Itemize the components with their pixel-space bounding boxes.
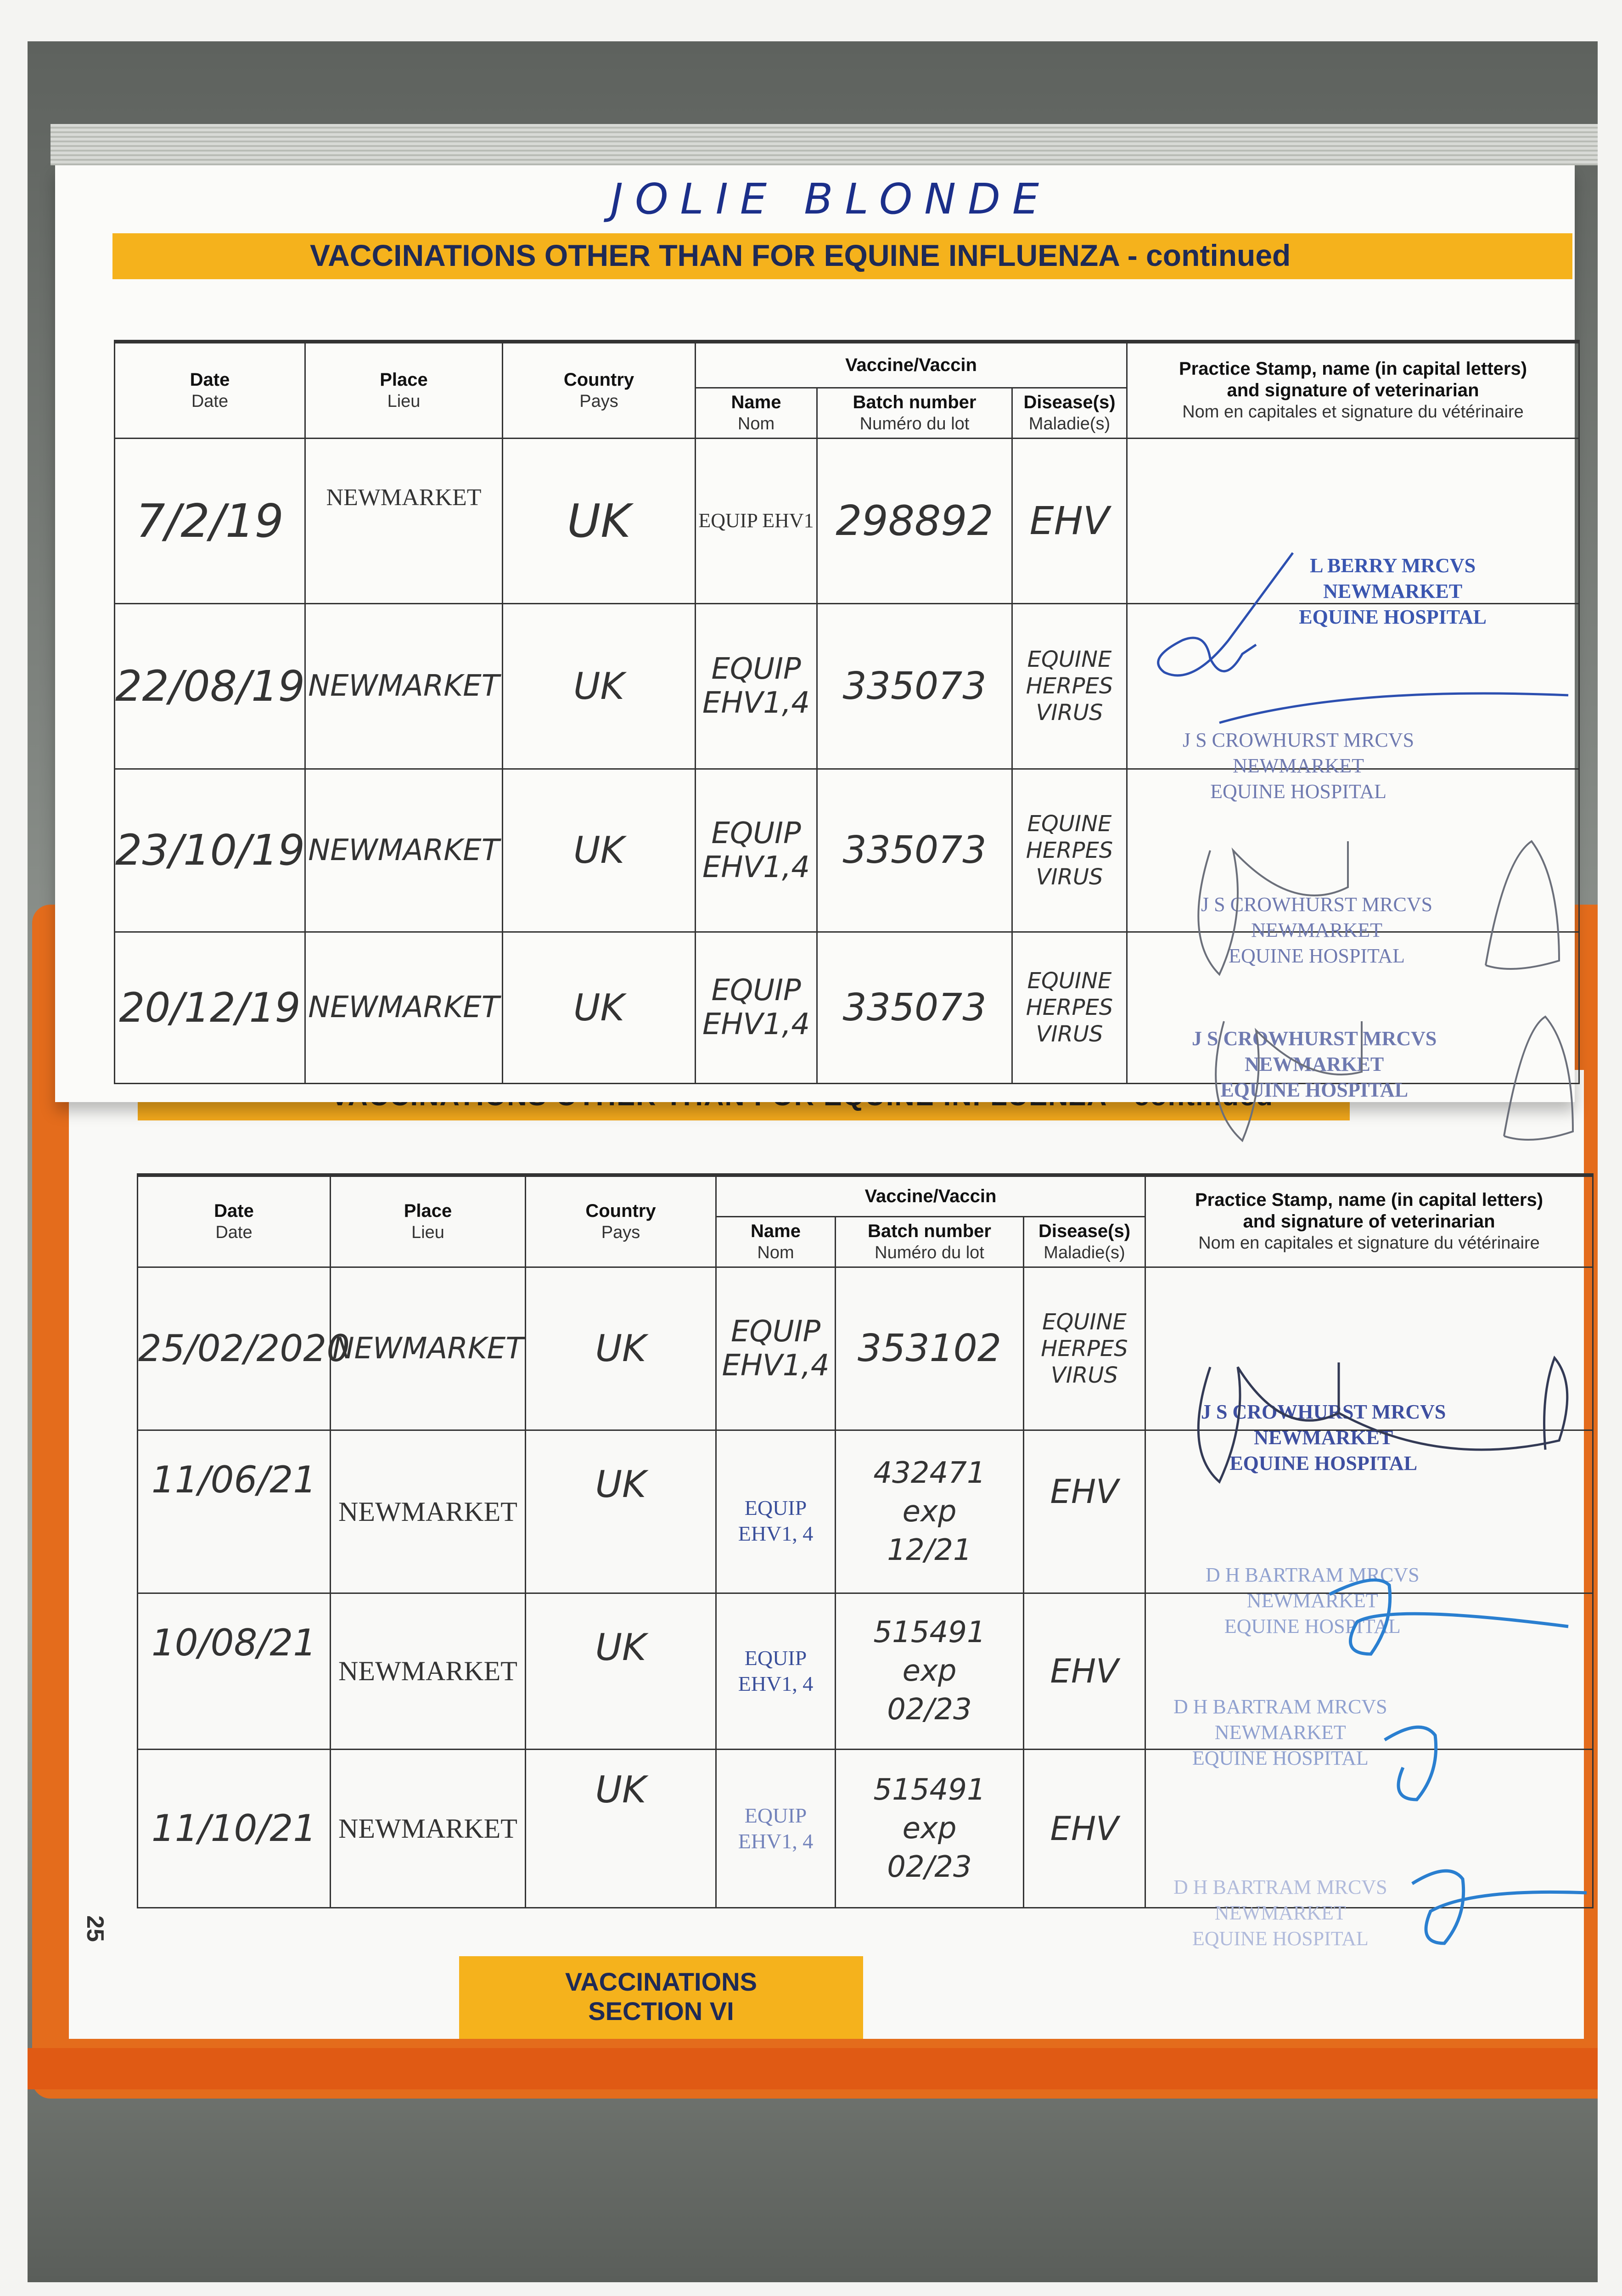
header-name: Name Nom <box>716 1216 836 1267</box>
stamp-cell <box>1145 1267 1593 1474</box>
vaccine-name-cell: EQUIP EHV1, 4 <box>716 1749 836 1908</box>
header-date: Date Date <box>115 342 305 438</box>
stamp-line: D H BARTRAM MRCVS <box>1173 1875 1387 1898</box>
place-cell: NEWMARKET <box>331 1267 526 1430</box>
vaccine-name-cell: EQUIP EHV1, 4 <box>716 1593 836 1749</box>
vaccine-name-cell: EQUIP EHV1 <box>696 438 817 603</box>
section-banner-title: VACCINATIONS OTHER THAN FOR EQUINE INFLUENZA - continued <box>310 238 1291 272</box>
section-tab[interactable] <box>459 1956 863 2039</box>
batch-cell: 298892 <box>817 438 1012 603</box>
horse-name: JOLIE BLONDE <box>611 174 1051 224</box>
header-practice-stamp: Practice Stamp, name (in capital letters) and signature of veterinarian Nom en capitales et signature du vétérinaire <box>1145 1175 1593 1267</box>
vaccination-table-upper <box>114 340 1580 1101</box>
stamp-line: EQUINE HOSPITAL <box>1192 1927 1369 1950</box>
date-cell: 10/08/21 <box>138 1593 331 1749</box>
date-cell: 25/02/2020 <box>138 1267 331 1430</box>
disease-cell: EHV <box>1024 1430 1145 1593</box>
disease-cell: EQUINE HERPES VIRUS <box>1012 769 1127 932</box>
place-cell: NEWMARKET <box>331 1749 526 1908</box>
place-cell: NEWMARKET <box>305 932 503 1083</box>
country-cell: UK <box>526 1749 716 1908</box>
stamp-cell <box>1127 438 1579 628</box>
date-cell: 23/10/19 <box>115 769 305 932</box>
vaccine-name-cell: EQUIP EHV1,4 <box>716 1267 836 1430</box>
header-vaccine: Vaccine/Vaccin <box>716 1175 1145 1216</box>
stamp-line: NEWMARKET <box>1246 1589 1378 1612</box>
stamp-line: D H BARTRAM MRCVS <box>1206 1563 1420 1586</box>
country-cell: UK <box>526 1593 716 1749</box>
stamp-line: EQUINE HOSPITAL <box>1299 606 1487 628</box>
date-cell: 11/06/21 <box>138 1430 331 1593</box>
header-batch: Batch number Numéro du lot <box>817 388 1012 438</box>
disease-cell: EHV <box>1012 438 1127 603</box>
table-row <box>138 1749 1593 1908</box>
date-cell: 11/10/21 <box>138 1749 331 1908</box>
country-cell: UK <box>503 932 696 1083</box>
country-cell: UK <box>526 1430 716 1593</box>
section-tab-line: VACCINATIONS <box>565 1967 757 1996</box>
header-disease: Disease(s) Maladie(s) <box>1024 1216 1145 1267</box>
stamp-line: NEWMARKET <box>1323 580 1463 602</box>
vaccination-table-lower <box>137 1173 1594 1950</box>
header-disease: Disease(s) Maladie(s) <box>1012 388 1127 438</box>
header-batch: Batch number Numéro du lot <box>836 1216 1024 1267</box>
disease-cell: EQUINE HERPES VIRUS <box>1012 932 1127 1083</box>
stamp-line: NEWMARKET <box>1251 918 1383 941</box>
batch-cell: 432471 exp 12/21 <box>836 1430 1024 1593</box>
vaccine-name-cell: EQUIP EHV1, 4 <box>716 1430 836 1593</box>
header-place: Place Lieu <box>331 1175 526 1267</box>
stamp-line: NEWMARKET <box>1245 1053 1384 1075</box>
batch-cell: 515491 exp 02/23 <box>836 1749 1024 1908</box>
stamp-line: EQUINE HOSPITAL <box>1229 1452 1418 1474</box>
country-cell: UK <box>526 1267 716 1430</box>
stamp-line: EQUINE HOSPITAL <box>1210 780 1386 803</box>
vaccine-name-cell: EQUIP EHV1,4 <box>696 603 817 769</box>
stamp-line: EQUINE HOSPITAL <box>1192 1747 1369 1769</box>
disease-cell: EQUINE HERPES VIRUS <box>1024 1267 1145 1430</box>
stamp-line: EQUINE HOSPITAL <box>1220 1079 1409 1101</box>
stamp-line: D H BARTRAM MRCVS <box>1173 1695 1387 1718</box>
vaccine-name-cell: EQUIP EHV1,4 <box>696 932 817 1083</box>
stamp-cell <box>1145 1749 1593 1950</box>
section-banner <box>112 233 1572 279</box>
stamp-line: J S CROWHURST MRCVS <box>1192 1027 1437 1050</box>
date-cell: 20/12/19 <box>115 932 305 1083</box>
table-row <box>138 1267 1593 1430</box>
section-tab-line: SECTION VI <box>588 1997 734 2026</box>
header-country: Country Pays <box>526 1175 716 1267</box>
place-cell: NEWMARKET <box>331 1593 526 1749</box>
disease-cell: EQUINE HERPES VIRUS <box>1012 603 1127 769</box>
header-practice-stamp: Practice Stamp, name (in capital letters) and signature of veterinarian Nom en capitales et signature du vétérinaire <box>1127 342 1579 438</box>
place-cell: NEWMARKET <box>331 1430 526 1593</box>
header-date: Date Date <box>138 1175 331 1267</box>
table-row <box>115 438 1579 603</box>
country-cell: UK <box>503 603 696 769</box>
stamp-line: J S CROWHURST MRCVS <box>1201 893 1433 916</box>
stamp-line: J S CROWHURST MRCVS <box>1201 1400 1446 1423</box>
stamp-line: NEWMARKET <box>1214 1901 1346 1924</box>
disease-cell: EHV <box>1024 1749 1145 1908</box>
stamp-line: NEWMARKET <box>1214 1721 1346 1744</box>
batch-cell: 335073 <box>817 932 1012 1083</box>
cover-edge <box>28 2048 1598 2089</box>
date-cell: 22/08/19 <box>115 603 305 769</box>
stamp-line: EQUINE HOSPITAL <box>1229 944 1405 967</box>
place-cell: NEWMARKET <box>305 603 503 769</box>
page-number: 25 <box>81 1915 108 1942</box>
batch-cell: 515491 exp 02/23 <box>836 1593 1024 1749</box>
header-name: Name Nom <box>696 388 817 438</box>
header-place: Place Lieu <box>305 342 503 438</box>
stamp-line: NEWMARKET <box>1233 754 1364 777</box>
stamp-line: J S CROWHURST MRCVS <box>1183 729 1414 751</box>
place-cell: NEWMARKET <box>305 438 503 603</box>
stamp-line: L BERRY MRCVS <box>1310 554 1476 577</box>
stamp-line: NEWMARKET <box>1254 1426 1393 1449</box>
disease-cell: EHV <box>1024 1593 1145 1749</box>
batch-cell: 353102 <box>836 1267 1024 1430</box>
vaccine-name-cell: EQUIP EHV1,4 <box>696 769 817 932</box>
country-cell: UK <box>503 769 696 932</box>
place-cell: NEWMARKET <box>305 769 503 932</box>
date-cell: 7/2/19 <box>115 438 305 603</box>
batch-cell: 335073 <box>817 769 1012 932</box>
page-edges <box>51 124 1598 165</box>
header-vaccine: Vaccine/Vaccin <box>696 342 1127 388</box>
country-cell: UK <box>503 438 696 603</box>
header-country: Country Pays <box>503 342 696 438</box>
stamp-line: EQUINE HOSPITAL <box>1224 1615 1401 1638</box>
batch-cell: 335073 <box>817 603 1012 769</box>
